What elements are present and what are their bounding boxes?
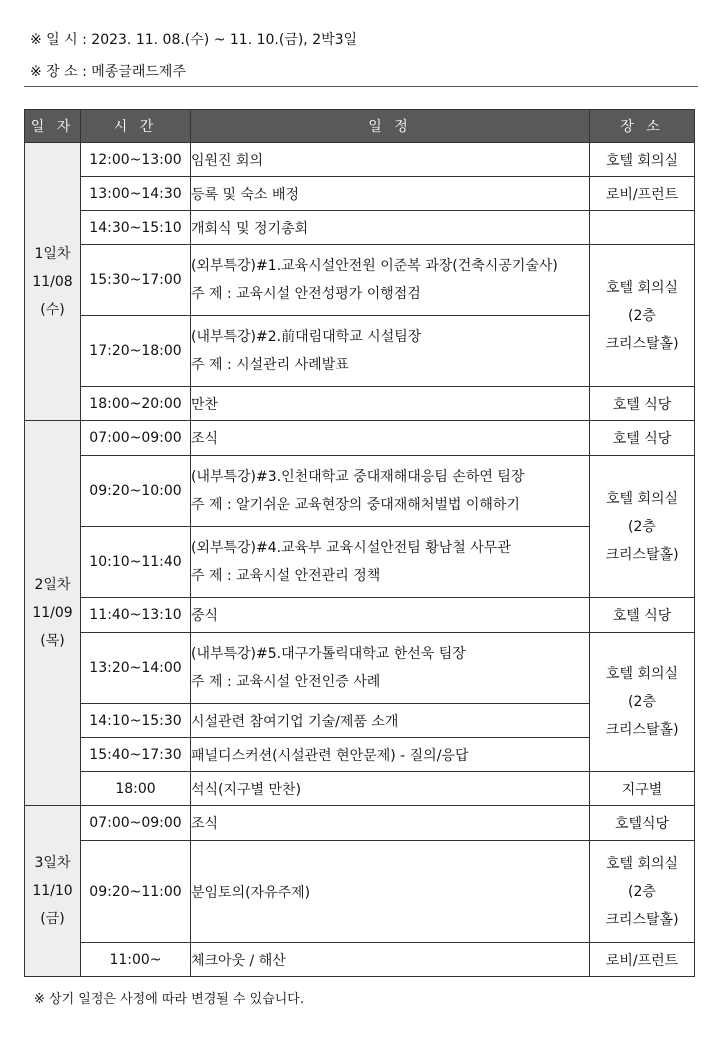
- lecture-topic: 주 제 : 알기쉬운 교육현장의 중대재해처벌법 이해하기: [191, 497, 520, 513]
- table-row: [25, 841, 695, 943]
- time-cell: 15:40~17:30: [81, 738, 191, 772]
- place-line: 크리스탈홀): [605, 335, 679, 352]
- table-row: [25, 806, 695, 841]
- place-line: (2층: [628, 694, 656, 710]
- schedule-cell: 조식: [191, 806, 590, 841]
- schedule-cell: 등록 및 숙소 배정: [191, 177, 590, 211]
- day-label: 1일차: [34, 245, 71, 262]
- day-date: 11/09: [32, 605, 73, 621]
- time-cell: 09:20~11:00: [81, 841, 191, 943]
- table-row: [25, 387, 695, 421]
- day-cell-2: [25, 421, 81, 806]
- place-line: 크리스탈홀): [605, 546, 679, 563]
- place-cell: [590, 841, 695, 943]
- lecture-topic: 주 제 : 교육시설 안전인증 사례: [191, 674, 381, 690]
- place-cell: [590, 245, 695, 387]
- place-cell: [590, 456, 695, 598]
- event-venue: ※ 장 소 : 메종글래드제주: [30, 64, 186, 80]
- table-row: [25, 177, 695, 211]
- footnote: ※ 상기 일정은 사정에 따라 변경될 수 있습니다.: [34, 992, 304, 1007]
- lecture-title: (외부특강)#4.교육부 교육시설안전팀 황남철 사무관: [191, 540, 511, 556]
- schedule-cell: 조식: [191, 421, 590, 456]
- schedule-cell: [191, 316, 590, 387]
- schedule-cell: 만찬: [191, 387, 590, 421]
- schedule-cell: 시설관련 참여기업 기술/제품 소개: [191, 704, 590, 738]
- place-cell: 호텔 식당: [590, 421, 695, 456]
- time-cell: 11:40~13:10: [81, 598, 191, 633]
- lecture-topic: 주 제 : 교육시설 안전성평가 이행점검: [191, 286, 421, 302]
- place-cell: 호텔식당: [590, 806, 695, 841]
- day-weekday: (수): [40, 301, 65, 318]
- schedule-cell: [191, 633, 590, 704]
- divider: [24, 86, 698, 87]
- day-weekday: (금): [40, 911, 65, 927]
- table-row: [25, 245, 695, 316]
- place-line: 호텔 회의실: [605, 666, 679, 682]
- day-cell-1: [25, 143, 81, 421]
- schedule-cell: 패널디스커션(시설관련 현안문제) - 질의/응답: [191, 738, 590, 772]
- place-cell: 지구별: [590, 772, 695, 806]
- place-cell: 호텔 식당: [590, 387, 695, 421]
- time-cell: 12:00~13:00: [81, 143, 191, 177]
- schedule-cell: 석식(지구별 만찬): [191, 772, 590, 806]
- header-day: 일 자: [25, 110, 81, 143]
- place-line: 호텔 회의실: [605, 490, 679, 507]
- place-line: 호텔 회의실: [605, 279, 679, 296]
- time-cell: 10:10~11:40: [81, 527, 191, 598]
- schedule-cell: 임원진 회의: [191, 143, 590, 177]
- day-date: 11/10: [32, 883, 73, 899]
- table-row: [25, 456, 695, 527]
- header-schedule: 일 정: [191, 110, 590, 143]
- place-line: 크리스탈홀): [605, 911, 679, 928]
- time-cell: 09:20~10:00: [81, 456, 191, 527]
- schedule-cell: [191, 245, 590, 316]
- place-cell: 호텔 회의실: [590, 143, 695, 177]
- schedule-cell: 체크아웃 / 해산: [191, 943, 590, 977]
- time-cell: 18:00: [81, 772, 191, 806]
- event-date: ※ 일 시 : 2023. 11. 08.(수) ~ 11. 10.(금), 2박3일: [30, 32, 358, 48]
- day-label: 3일차: [34, 855, 71, 871]
- time-cell: 07:00~09:00: [81, 421, 191, 456]
- header-time: 시 간: [81, 110, 191, 143]
- place-cell: 로비/프런트: [590, 177, 695, 211]
- lecture-title: (내부특강)#5.대구가톨릭대학교 한선욱 팀장: [191, 646, 466, 662]
- schedule-cell: [191, 456, 590, 527]
- lecture-topic: 주 제 : 시설관리 사례발표: [191, 357, 349, 373]
- time-cell: 14:30~15:10: [81, 211, 191, 245]
- table-row: [25, 598, 695, 633]
- day-weekday: (목): [40, 633, 65, 649]
- place-line: (2층: [628, 518, 656, 535]
- time-cell: 13:00~14:30: [81, 177, 191, 211]
- place-line: (2층: [628, 307, 656, 324]
- time-cell: 17:20~18:00: [81, 316, 191, 387]
- table-row: [25, 772, 695, 806]
- place-cell: [590, 211, 695, 245]
- table-row: [25, 143, 695, 177]
- time-cell: 13:20~14:00: [81, 633, 191, 704]
- time-cell: 14:10~15:30: [81, 704, 191, 738]
- table-row: [25, 211, 695, 245]
- schedule-cell: [191, 527, 590, 598]
- lecture-title: (내부특강)#2.前대림대학교 시설팀장: [191, 329, 422, 345]
- schedule-cell: 개회식 및 정기총회: [191, 211, 590, 245]
- schedule-table: [24, 109, 695, 977]
- day-label: 2일차: [34, 577, 71, 593]
- schedule-cell: 분임토의(자유주제): [191, 841, 590, 943]
- time-cell: 15:30~17:00: [81, 245, 191, 316]
- time-cell: 07:00~09:00: [81, 806, 191, 841]
- place-cell: 호텔 식당: [590, 598, 695, 633]
- day-date: 11/08: [32, 273, 73, 290]
- lecture-title: (외부특강)#1.교육시설안전원 이준복 과장(건축시공기술사): [191, 258, 558, 274]
- lecture-title: (내부특강)#3.인천대학교 중대재해대응팀 손하연 팀장: [191, 469, 525, 485]
- table-row: [25, 421, 695, 456]
- place-cell: 로비/프런트: [590, 943, 695, 977]
- table-row: [25, 943, 695, 977]
- table-row: [25, 633, 695, 704]
- place-line: (2층: [628, 883, 656, 900]
- schedule-cell: 중식: [191, 598, 590, 633]
- place-line: 호텔 회의실: [605, 855, 679, 872]
- place-cell: [590, 633, 695, 772]
- time-cell: 11:00~: [81, 943, 191, 977]
- table-header-row: [25, 110, 695, 143]
- lecture-topic: 주 제 : 교육시설 안전관리 정책: [191, 568, 381, 584]
- header-place: 장 소: [590, 110, 695, 143]
- place-line: 크리스탈홀): [605, 722, 679, 738]
- time-cell: 18:00~20:00: [81, 387, 191, 421]
- day-cell-3: [25, 806, 81, 977]
